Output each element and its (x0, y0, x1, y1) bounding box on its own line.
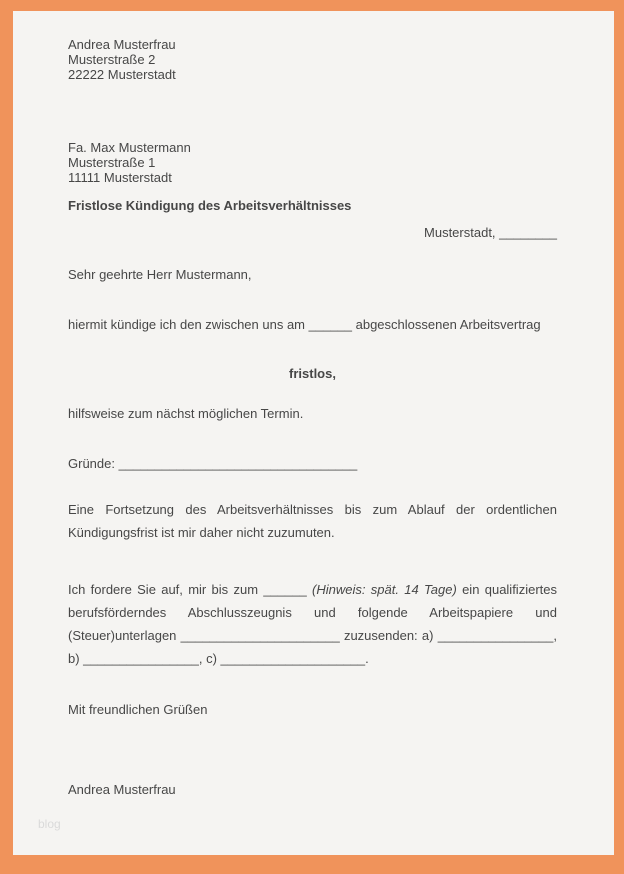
recipient-address-block (68, 140, 557, 185)
subject-line: Fristlose Kündigung des Arbeitsverhältnisses (68, 198, 352, 213)
recipient-company: Fa. Max Mustermann (68, 140, 191, 155)
sender-city: 22222 Musterstadt (68, 67, 176, 82)
paragraph-alternative-date: hilfsweise zum nächst möglichen Termin. (68, 406, 304, 421)
signature-name: Andrea Musterfrau (68, 782, 176, 797)
recipient-street: Musterstraße 1 (68, 155, 156, 170)
paragraph-termination-intro: hiermit kündige ich den zwischen uns am ______ abgeschlossenen Arbeitsvertrag (68, 317, 541, 332)
recipient-city: 11111 Musterstadt (68, 170, 172, 185)
paragraph-request-documents (68, 578, 557, 670)
sender-name: Andrea Musterfrau (68, 37, 176, 52)
sender-address-block (68, 37, 557, 82)
emphasis-fristlos: fristlos, (289, 366, 336, 381)
watermark-text: blog (38, 817, 61, 831)
closing-phrase: Mit freundlichen Grüßen (68, 702, 208, 717)
reasons-blank-line: _________________________________ (118, 456, 358, 471)
request-hint-italic: (Hinweis: spät. 14 Tage) (312, 582, 457, 597)
request-text-part2: ein qualifiziertes berufsförderndes Abschlusszeugnis und folgende Arbeitspapiere und (Steuer)unterlagen ______________________ zuzusenden: a) ________________, b) ________________, c) ____________________. (68, 582, 557, 666)
letter-page (13, 11, 614, 855)
place-date-line: Musterstadt, ________ (424, 225, 557, 240)
paragraph-continuation: Eine Fortsetzung des Arbeitsverhältnisses bis zum Ablauf der ordentlichen Kündigungsfrist ist mir daher nicht zuzumuten. (68, 502, 557, 540)
request-text-part1: Ich fordere Sie auf, mir bis zum ______ (68, 582, 313, 597)
reasons-line (68, 456, 557, 471)
sender-street: Musterstraße 2 (68, 52, 156, 67)
reasons-label: Gründe: (68, 456, 119, 471)
salutation: Sehr geehrte Herr Mustermann, (68, 267, 252, 282)
letter-content (13, 11, 614, 797)
